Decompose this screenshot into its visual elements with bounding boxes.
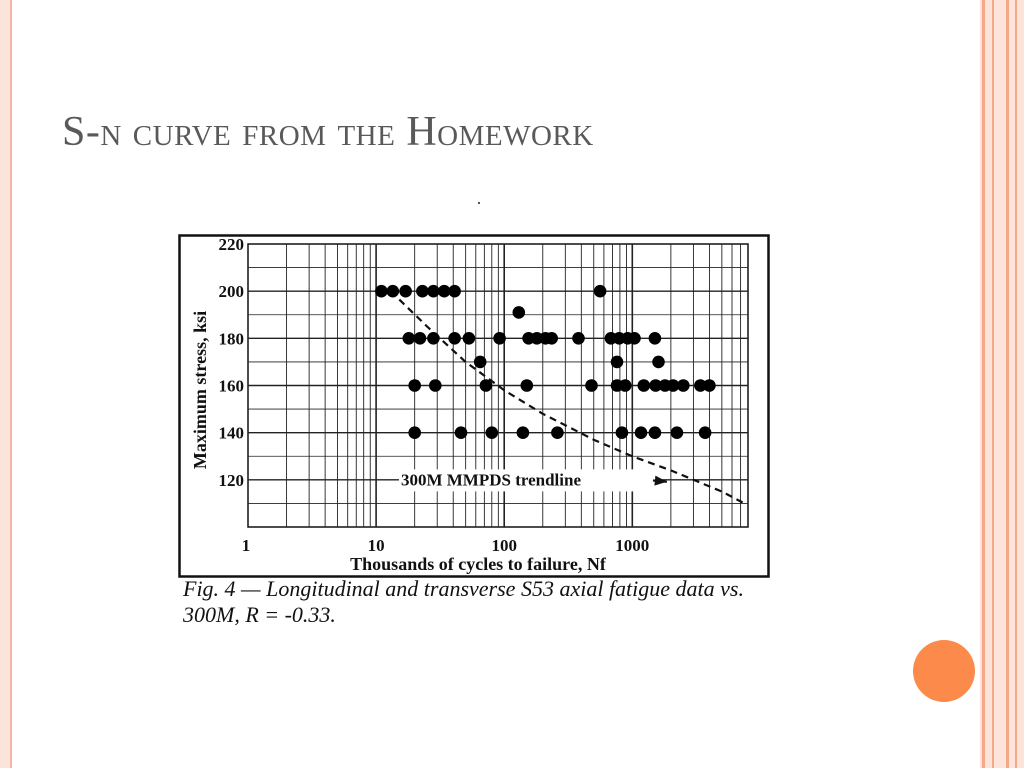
y-tick-label: 160 [218,376,244,396]
right-decor-line [982,0,985,768]
data-point [455,426,468,439]
data-point [649,332,662,345]
scan-speck [478,202,480,204]
y-tick-label: 220 [218,235,244,254]
data-point [635,426,648,439]
data-point [611,356,624,369]
data-point [493,332,506,345]
data-point [677,379,690,392]
y-axis-label: Maximum stress, ksi [190,310,210,470]
data-point [463,332,476,345]
data-point [513,306,526,319]
data-point [585,379,598,392]
data-point [375,285,388,298]
slide-title: S-n curve from the Homework [62,109,594,155]
x-tick-label: 100 [491,536,517,555]
y-tick-label: 180 [218,329,244,349]
accent-circle [913,640,975,702]
data-point [703,379,716,392]
data-point [551,426,564,439]
figure-caption: Fig. 4 — Longitudinal and transverse S53 axial fatigue data vs. 300M, R = -0.33. [183,576,744,627]
data-point [448,285,461,298]
y-tick-label: 120 [218,470,244,490]
data-point [427,332,440,345]
x-tick-label: 10 [367,536,385,555]
data-point [408,379,421,392]
y-tick-label: 200 [218,282,244,302]
data-point [399,285,412,298]
data-point [638,379,651,392]
sn-curve-chart [178,230,778,578]
data-point [521,379,534,392]
data-point [480,379,493,392]
data-point [474,356,487,369]
data-point [416,285,429,298]
x-tick-label: 1 [241,536,251,555]
data-point [671,426,684,439]
data-point [652,356,665,369]
data-point [572,332,585,345]
left-decor-stripe [0,0,12,768]
x-tick-label: 1000 [615,536,650,555]
data-point [594,285,607,298]
right-decor-band [980,0,1024,768]
data-point [448,332,461,345]
data-point [387,285,400,298]
data-point [619,379,632,392]
right-decor-line [1015,0,1017,768]
annotation-layer [399,469,667,491]
data-point [486,426,499,439]
data-point [403,332,416,345]
data-point [517,426,530,439]
y-tick-label: 140 [218,423,244,443]
chart-frame [180,236,769,577]
data-point [699,426,712,439]
data-point [649,426,662,439]
x-axis-label: Thousands of cycles to failure, Nf [350,554,606,574]
right-decor-line [1006,0,1009,768]
data-point [616,426,629,439]
data-point [427,285,440,298]
data-point [429,379,442,392]
trendline-annotation: 300M MMPDS trendline [400,470,582,490]
data-point [408,426,421,439]
data-point [545,332,558,345]
data-point [414,332,427,345]
right-decor-line [992,0,994,768]
data-point [628,332,641,345]
